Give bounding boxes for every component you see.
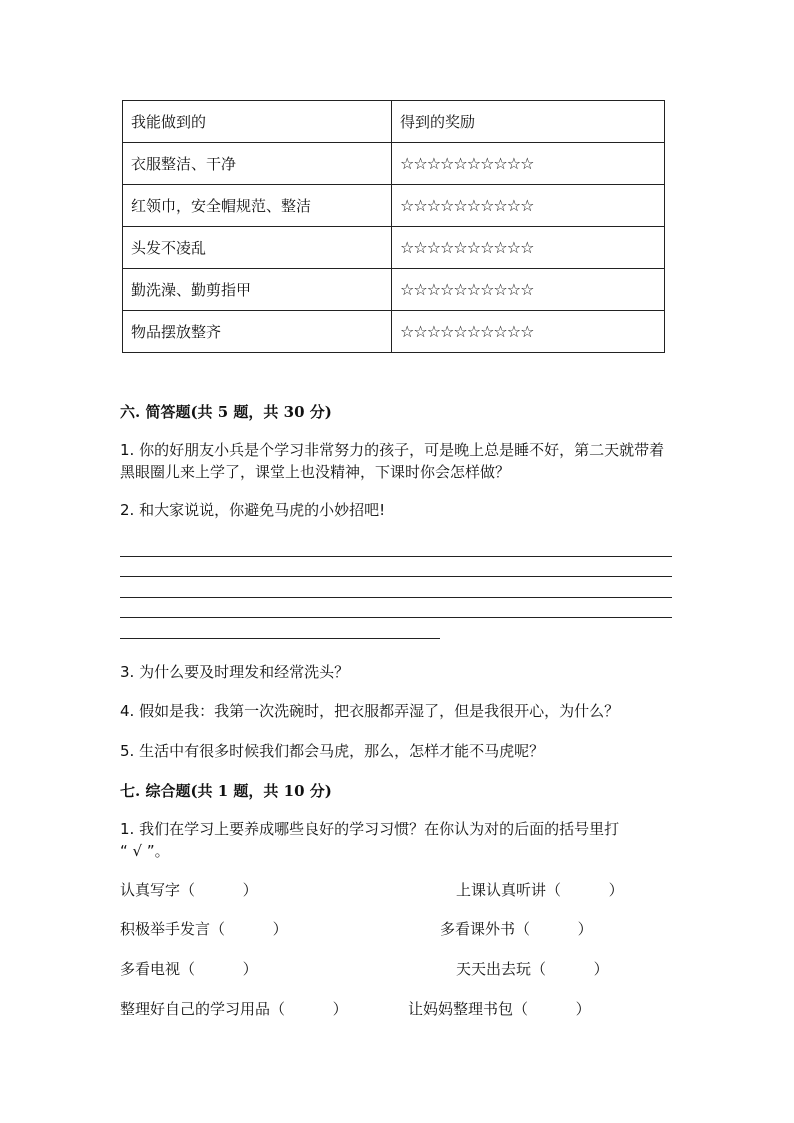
table-row [123, 227, 665, 269]
star-rating-cell: ☆☆☆☆☆☆☆☆☆☆ [392, 269, 665, 311]
table-item-cell: 头发不凌乱 [123, 227, 392, 269]
table-row [123, 185, 665, 227]
answer-line[interactable] [120, 597, 672, 598]
table-row [123, 269, 665, 311]
question-7-1-line1: 1. 我们在学习上要养成哪些良好的学习习惯？在你认为对的后面的括号里打 [120, 820, 620, 838]
table-row [123, 143, 665, 185]
star-rating-cell: ☆☆☆☆☆☆☆☆☆☆ [392, 311, 665, 353]
star-rating-cell: ☆☆☆☆☆☆☆☆☆☆ [392, 227, 665, 269]
answer-line[interactable] [120, 556, 672, 557]
section-six-title: 六. 简答题(共 5 题，共 30 分) [120, 403, 332, 421]
table-item-cell: 物品摆放整齐 [123, 311, 392, 353]
answer-line[interactable] [120, 638, 440, 639]
table-header-cell: 得到的奖励 [392, 101, 665, 143]
reward-table [122, 100, 665, 353]
table-item-cell: 衣服整洁、干净 [123, 143, 392, 185]
question-7-1-line2: “ √ ”。 [120, 842, 170, 860]
option-organize-supplies[interactable]: 整理好自己的学习用品（ ） [120, 1000, 348, 1018]
table-row [123, 311, 665, 353]
option-go-out-play[interactable]: 天天出去玩（ ） [456, 960, 609, 978]
option-raise-hand[interactable]: 积极举手发言（ ） [120, 920, 288, 938]
table-item-cell: 红领巾，安全帽规范、整洁 [123, 185, 392, 227]
answer-line[interactable] [120, 576, 672, 577]
question-6-2: 2. 和大家说说，你避免马虎的小妙招吧! [120, 501, 386, 519]
table-header-row [123, 101, 665, 143]
question-6-3: 3. 为什么要及时理发和经常洗头？ [120, 663, 350, 681]
question-6-1: 1. 你的好朋友小兵是个学习非常努力的孩子，可是晚上总是睡不好，第二天就带着黑眼圈儿来上学了，课堂上也没精神，下课时你会怎样做？ [120, 441, 665, 481]
table-header-cell: 我能做到的 [123, 101, 392, 143]
question-6-4: 4. 假如是我：我第一次洗碗时，把衣服都弄湿了，但是我很开心，为什么？ [120, 702, 620, 720]
option-watch-tv[interactable]: 多看电视（ ） [120, 960, 258, 978]
option-careful-writing[interactable]: 认真写字（ ） [120, 881, 258, 899]
question-6-5: 5. 生活中有很多时候我们都会马虎，那么，怎样才能不马虎呢？ [120, 742, 545, 760]
option-mom-packs-bag[interactable]: 让妈妈整理书包（ ） [408, 1000, 591, 1018]
table-item-cell: 勤洗澡、勤剪指甲 [123, 269, 392, 311]
section-seven-title: 七. 综合题(共 1 题，共 10 分) [120, 782, 332, 800]
star-rating-cell: ☆☆☆☆☆☆☆☆☆☆ [392, 185, 665, 227]
option-read-books[interactable]: 多看课外书（ ） [440, 920, 593, 938]
option-listen-in-class[interactable]: 上课认真听讲（ ） [456, 881, 624, 899]
answer-line[interactable] [120, 617, 672, 618]
star-rating-cell: ☆☆☆☆☆☆☆☆☆☆ [392, 143, 665, 185]
